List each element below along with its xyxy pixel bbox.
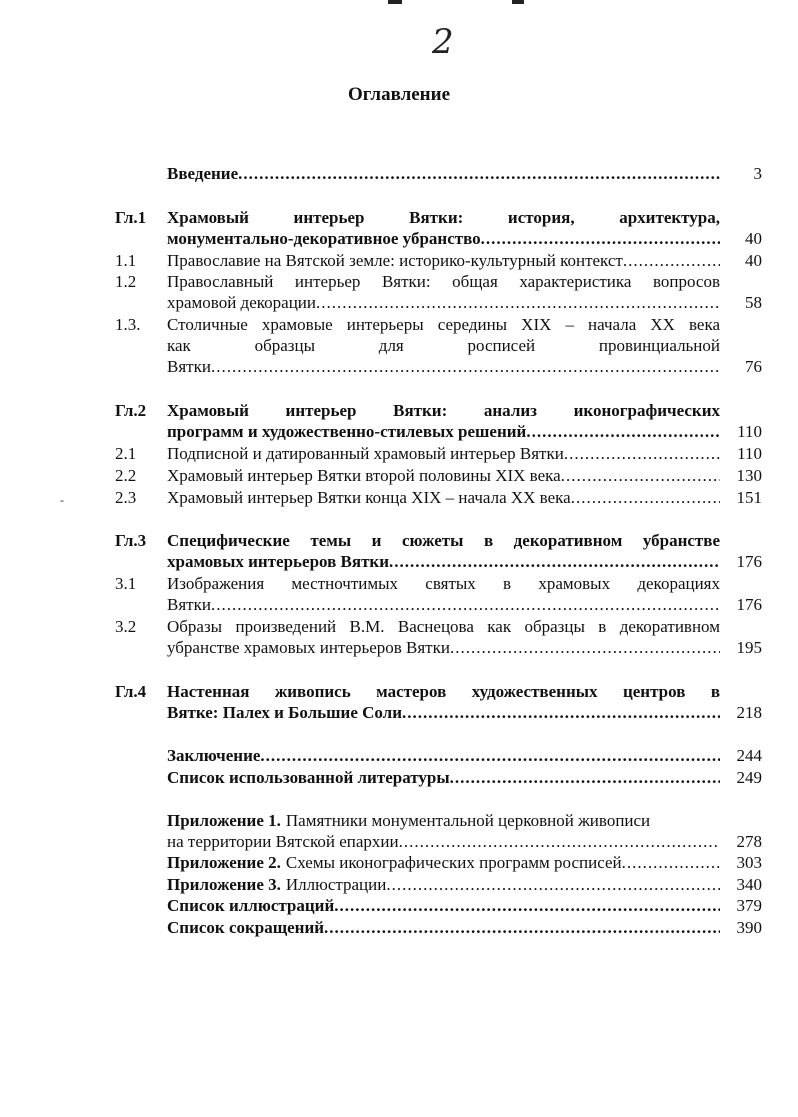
entry-title: Образы произведений В.М. Васнецова как образцы в декоративном — [167, 617, 720, 636]
entry-title-cont: Вятки — [167, 357, 211, 376]
entry-title: Схемы иконографических программ росписей — [285, 853, 622, 872]
entry-title: Храмовый интерьер Вятки второй половины XIX века — [167, 466, 561, 485]
page-number: 110 — [737, 444, 762, 463]
page-number: 249 — [736, 768, 762, 787]
entry-title-cont: храмовой декорации — [167, 293, 316, 312]
leader-dots — [316, 292, 720, 313]
page-number: 278 — [736, 832, 762, 851]
entry-title: Столичные храмовые интерьеры середины XIX – начала XX века — [167, 315, 720, 334]
section-number: 1.1 — [115, 251, 137, 270]
section-number: 3.1 — [115, 574, 137, 593]
entry-title: Список иллюстраций — [167, 896, 335, 915]
entry-title: Заключение — [167, 746, 261, 765]
section-number: 2.3 — [115, 488, 137, 507]
leader-dots — [389, 551, 720, 572]
leader-dots — [526, 421, 720, 442]
entry-title-cont: храмовых интерьеров Вятки — [167, 552, 390, 571]
page-number: 58 — [745, 293, 762, 312]
entry-title-cont: Вятке: Палех и Большие Соли — [167, 703, 402, 722]
handwritten-page-number: 2 — [432, 22, 454, 62]
section-number: 2.1 — [115, 444, 137, 463]
entry-title: Настенная живопись мастеров художественных центров в — [167, 682, 720, 701]
entry-title: Православие на Вятской земле: историко-культурный контекст — [167, 251, 623, 270]
entry-title: Храмовый интерьер Вятки конца XIX – начала XX века — [167, 488, 571, 507]
leader-dots — [622, 852, 720, 873]
page-number: 110 — [737, 422, 762, 441]
section-number: 2.2 — [115, 466, 137, 485]
leader-dots — [211, 594, 720, 615]
page-number: 303 — [736, 853, 762, 872]
page-title: Оглавление — [347, 84, 451, 105]
leader-dots — [450, 767, 720, 788]
leader-dots — [564, 443, 720, 464]
section-number: 3.2 — [115, 617, 137, 636]
page-number: 151 — [736, 488, 762, 507]
page-number: 244 — [736, 746, 762, 765]
chapter-number: Гл.4 — [115, 682, 147, 701]
section-number: 1.3. — [115, 315, 141, 334]
appendix-label: Приложение 2. — [167, 853, 281, 872]
page-number: 3 — [753, 164, 762, 183]
entry-title: Изображения местночтимых святых в храмовых декорациях — [167, 574, 720, 593]
leader-dots — [399, 831, 720, 852]
page-number: 176 — [736, 595, 762, 614]
leader-dots — [386, 874, 720, 895]
entry-title: Введение — [167, 164, 239, 183]
entry-title: Иллюстрации — [285, 875, 387, 894]
entry-title-cont: Вятки — [167, 595, 211, 614]
page-number: 176 — [736, 552, 762, 571]
chapter-number: Гл.2 — [115, 401, 147, 420]
entry-title-cont: программ и художественно-стилевых решений — [167, 422, 527, 441]
entry-title: Список использованной литературы — [167, 768, 450, 787]
leader-dots — [623, 250, 720, 271]
page-number: 40 — [745, 251, 762, 270]
leader-dots — [260, 745, 720, 766]
leader-dots — [324, 917, 720, 938]
entry-title: Православный интерьер Вятки: общая характеристика вопросов — [167, 272, 720, 291]
page-number: 379 — [736, 896, 762, 915]
scan-speck: - — [60, 493, 64, 507]
leader-dots — [450, 637, 720, 658]
entry-title: Подписной и датированный храмовый интерьер Вятки — [167, 444, 564, 463]
page-number: 195 — [736, 638, 762, 657]
entry-title-cont: на территории Вятской епархии — [167, 832, 399, 851]
leader-dots — [571, 487, 720, 508]
entry-title: Храмовый интерьер Вятки: анализ иконографических — [167, 401, 720, 420]
page-number: 218 — [736, 703, 762, 722]
scan-artifact — [388, 0, 402, 4]
leader-dots — [481, 228, 720, 249]
page-number: 40 — [745, 229, 762, 248]
page-number: 340 — [736, 875, 762, 894]
leader-dots — [561, 465, 720, 486]
leader-dots — [334, 895, 720, 916]
appendix-label: Приложение 3. — [167, 875, 281, 894]
entry-title-cont: монументально-декоративное убранство — [167, 229, 481, 248]
entry-title: Список сокращений — [167, 918, 325, 937]
page-number: 130 — [736, 466, 762, 485]
leader-dots — [211, 356, 720, 377]
scan-artifact — [512, 0, 524, 4]
entry-title: Храмовый интерьер Вятки: история, архитектура, — [167, 208, 720, 227]
appendix-label: Приложение 1. — [167, 811, 281, 830]
section-number: 1.2 — [115, 272, 137, 291]
leader-dots — [402, 702, 720, 723]
entry-title-cont: как образцы для росписей провинциальной — [167, 336, 720, 355]
chapter-number: Гл.3 — [115, 531, 147, 550]
leader-dots — [238, 163, 720, 184]
entry-title: Памятники монументальной церковной живописи — [285, 811, 651, 830]
page-number: 390 — [736, 918, 762, 937]
entry-title-cont: убранстве храмовых интерьеров Вятки — [167, 638, 450, 657]
chapter-number: Гл.1 — [115, 208, 147, 227]
page-number: 76 — [745, 357, 762, 376]
entry-title: Специфические темы и сюжеты в декоративном убранстве — [167, 531, 720, 550]
